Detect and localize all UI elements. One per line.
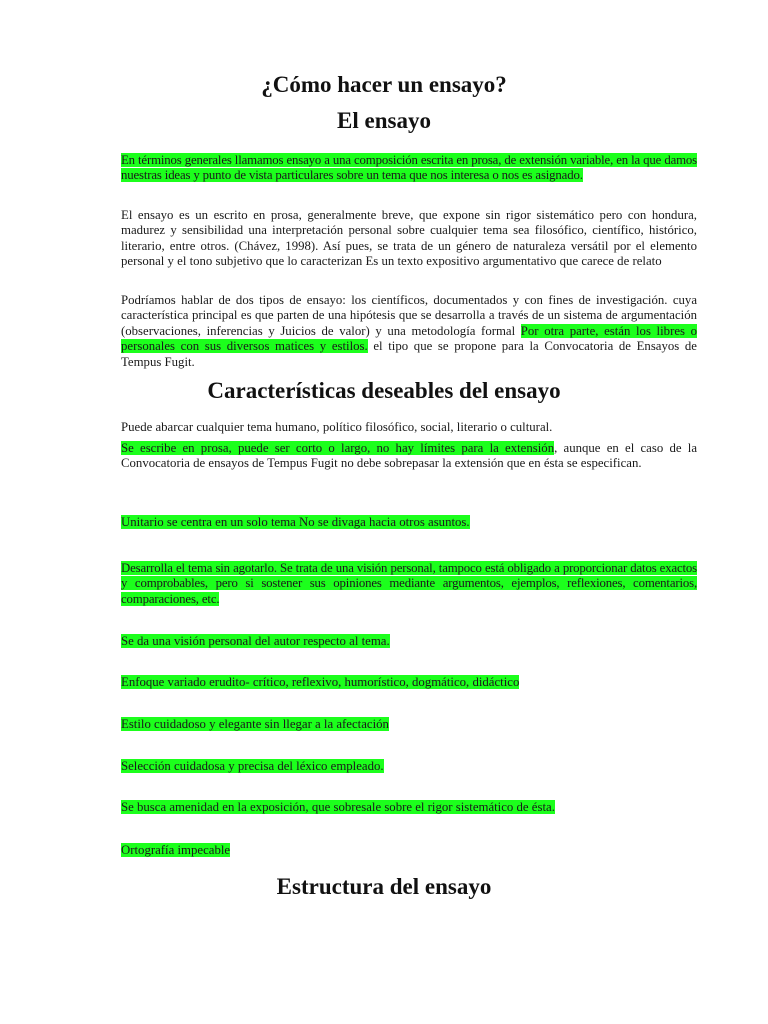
paragraph-types bbox=[121, 293, 697, 370]
feature-text: Selección cuidadosa y precisa del léxico empleado. bbox=[121, 759, 384, 773]
feature-text: Unitario se centra en un solo tema No se divaga hacia otros asuntos. bbox=[121, 515, 470, 529]
feature-item bbox=[121, 800, 697, 815]
feature-item bbox=[121, 843, 697, 858]
feature-item bbox=[121, 515, 697, 530]
characteristics-prose bbox=[121, 441, 697, 472]
characteristics-intro: Puede abarcar cualquier tema humano, político filosófico, social, literario o cultural. bbox=[121, 420, 553, 434]
document-title: ¿Cómo hacer un ensayo? bbox=[261, 72, 507, 97]
paragraph-types-end: el tipo que se propone para la Convocatoria de Ensayos de Tempus Fugit. bbox=[121, 339, 697, 369]
paragraph-types-text: Podríamos hablar de dos tipos de ensayo: los científicos, documentados y con fines de investigación. cuya característica principal es que parten de una hipótesis que se desarrolla a través de un sistema de argumentación (observaciones, inferencias y Juicios de valor) y una metodología formal bbox=[121, 293, 697, 338]
feature-text: Ortografía impecable bbox=[121, 843, 231, 857]
intro-paragraph bbox=[121, 153, 697, 184]
document-subtitle: El ensayo bbox=[337, 108, 431, 133]
feature-item bbox=[121, 675, 697, 690]
prose-highlight: Se escribe en prosa, puede ser corto o largo, no hay límites para la extensión bbox=[121, 441, 555, 455]
feature-item bbox=[121, 634, 697, 649]
feature-text: Se da una visión personal del autor respecto al tema. bbox=[121, 634, 390, 648]
feature-item bbox=[121, 759, 697, 774]
section-title-structure: Estructura del ensayo bbox=[276, 874, 492, 899]
feature-text: Se busca amenidad en la exposición, que sobresale sobre el rigor sistemático de ésta. bbox=[121, 800, 555, 814]
feature-text: Desarrolla el tema sin agotarlo. Se trata de una visión personal, tampoco está obligado a proporcionar datos exactos y comprobables, pero si sostener sus opiniones mediante argumentos, ejemplos, reflexiones, comentarios, comparaciones, etc. bbox=[121, 561, 697, 606]
paragraph-types-highlight: Por otra parte, están los libres o personales con sus diversos matices y estilos. bbox=[121, 323, 698, 354]
paragraph-definition: El ensayo es un escrito en prosa, generalmente breve, que expone sin rigor sistemático pero con hondura, madurez y sensibilidad una interpretación personal sobre cualquier tema sea filosófico, científico, histórico, literario, entre otros. (Chávez, 1998). Así pues, se trata de un género de naturaleza versátil por el elemento personal y el tono subjetivo que lo caracterizan Es un texto expositivo argumentativo que carece de relato bbox=[121, 208, 697, 269]
prose-text: , aunque en el caso de la Convocatoria de ensayos de Tempus Fugit no debe sobrepasar la extensión que en ésta se especifican. bbox=[121, 441, 697, 471]
intro-highlight: En términos generales llamamos ensayo a una composición escrita en prosa, de extensión variable, en la que damos nuestras ideas y punto de vista particulares sobre un tema que nos interesa o nos es asignado. bbox=[121, 153, 697, 183]
feature-text: Estilo cuidadoso y elegante sin llegar a la afectación bbox=[121, 717, 389, 731]
feature-text: Enfoque variado erudito- crítico, reflexivo, humorístico, dogmático, didáctico bbox=[121, 675, 520, 689]
feature-item bbox=[121, 717, 697, 732]
section-title-characteristics: Características deseables del ensayo bbox=[207, 378, 561, 403]
feature-item bbox=[121, 561, 697, 607]
